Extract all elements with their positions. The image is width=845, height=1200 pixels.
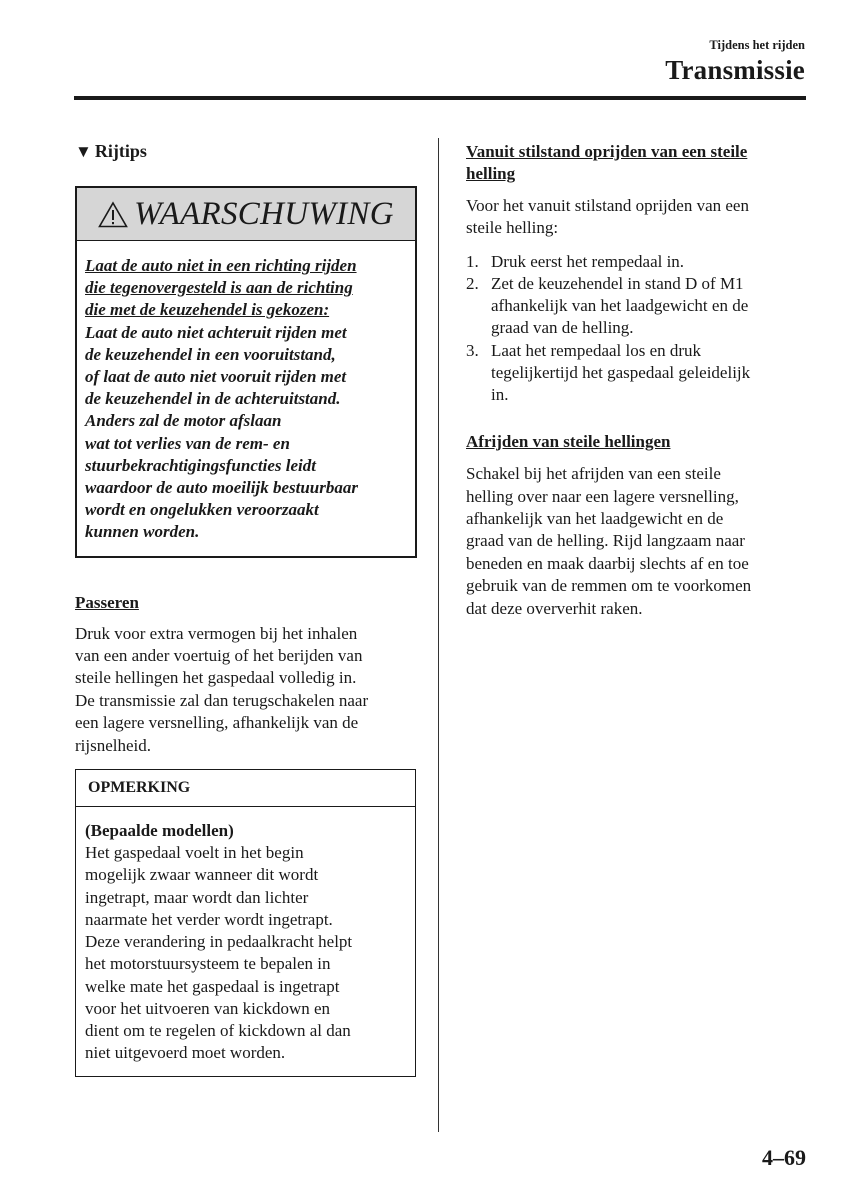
- warning-line: de keuzehendel in een vooruitstand,: [85, 344, 336, 364]
- step-number: 1.: [466, 251, 479, 271]
- text-line: dat deze oververhit raken.: [466, 598, 643, 618]
- warning-line: stuurbekrachtigingsfuncties leidt: [85, 455, 316, 475]
- right-column: [466, 141, 806, 620]
- warning-line: Anders zal de motor afslaan: [85, 411, 282, 431]
- note-title: OPMERKING: [76, 770, 415, 807]
- header-rule: [74, 96, 806, 100]
- passeren-paragraph: [75, 623, 417, 757]
- section-title: [75, 141, 417, 162]
- text-line: gebruik van de remmen om te voorkomen: [466, 576, 752, 596]
- warning-line: kunnen worden.: [85, 522, 200, 542]
- warning-line: wordt en ongelukken veroorzaakt: [85, 500, 319, 520]
- note-models-label: (Bepaalde modellen): [85, 821, 234, 841]
- step-text: afhankelijk van het laadgewicht en de: [491, 296, 749, 316]
- text-line: Druk voor extra vermogen bij het inhalen: [75, 623, 358, 643]
- warning-line: of laat de auto niet vooruit rijden met: [85, 367, 347, 387]
- text-line: mogelijk zwaar wanneer dit wordt: [85, 865, 319, 885]
- text-line: beneden en maak daarbij slechts af en toe: [466, 553, 749, 573]
- step-item: [466, 273, 806, 340]
- text-line: steile hellingen het gaspedaal volledig in.: [75, 668, 357, 688]
- step-item: [466, 340, 806, 407]
- text-line: Voor het vanuit stilstand oprijden van een: [466, 196, 749, 215]
- text-line: een lagere versnelling, afhankelijk van de: [75, 713, 359, 733]
- text-line: welke mate het gaspedaal is ingetrapt: [85, 976, 340, 996]
- downhill-paragraph: [466, 463, 806, 620]
- uphill-steps: [466, 251, 806, 406]
- warning-body: [77, 241, 415, 556]
- step-number: 2.: [466, 274, 479, 294]
- warning-line: wat tot verlies van de rem- en: [85, 433, 290, 453]
- triangle-down-icon: ▼: [75, 142, 92, 161]
- step-text: Zet de keuzehendel in stand D of M1: [491, 274, 744, 294]
- page-header-title: Transmissie: [665, 55, 805, 85]
- warning-title: WAARSCHUWING: [134, 195, 394, 232]
- warning-line: Laat de auto niet in een richting rijden: [85, 256, 357, 275]
- text-line: steile helling:: [466, 218, 559, 238]
- text-line: ingetrapt, maar wordt dan lichter: [85, 887, 309, 907]
- text-line: graad van de helling. Rijd langzaam naar: [466, 531, 745, 551]
- note-box: [75, 769, 416, 1077]
- text-line: De transmissie zal dan terugschakelen naar: [75, 690, 369, 710]
- step-text: Laat het rempedaal los en druk: [491, 340, 702, 360]
- warning-triangle-icon: [98, 201, 128, 228]
- warning-line: die met de keuzehendel is gekozen:: [85, 300, 330, 320]
- warning-header: [77, 188, 415, 241]
- text-line: Deze verandering in pedaalkracht helpt: [85, 932, 353, 952]
- text-line: voor het uitvoeren van kickdown en: [85, 998, 331, 1018]
- step-text: Druk eerst het rempedaal in.: [491, 251, 685, 271]
- note-body: [76, 807, 415, 1076]
- step-text: graad van de helling.: [491, 318, 634, 338]
- downhill-heading: Afrijden van steile hellingen: [466, 432, 671, 452]
- page-number: 4–69: [762, 1145, 806, 1170]
- text-line: afhankelijk van het laadgewicht en de: [466, 509, 724, 529]
- passeren-heading: Passeren: [75, 592, 139, 612]
- warning-line: de keuzehendel in de achteruitstand.: [85, 389, 341, 409]
- warning-line: Laat de auto niet achteruit rijden met: [85, 322, 347, 342]
- step-item: [466, 251, 806, 273]
- heading-line: Vanuit stilstand oprijden van een steile: [466, 142, 748, 161]
- step-number: 3.: [466, 340, 479, 360]
- warning-line: die tegenovergesteld is aan de richting: [85, 278, 353, 298]
- uphill-intro: [466, 195, 806, 240]
- text-line: dient om te regelen of kickdown al dan: [85, 1020, 351, 1040]
- left-column: [75, 141, 417, 1077]
- step-text: in.: [491, 385, 509, 405]
- uphill-heading: [466, 141, 806, 185]
- page-header-subtitle: Tijdens het rijden: [709, 38, 805, 52]
- step-text: tegelijkertijd het gaspedaal geleidelijk: [491, 362, 751, 382]
- warning-line: waardoor de auto moeilijk bestuurbaar: [85, 478, 358, 498]
- section-title-text: Rijtips: [94, 141, 147, 161]
- text-line: naarmate het verder wordt ingetrapt.: [85, 909, 333, 929]
- text-line: Het gaspedaal voelt in het begin: [85, 843, 304, 863]
- text-line: niet uitgevoerd moet worden.: [85, 1043, 286, 1063]
- text-line: van een ander voertuig of het berijden van: [75, 646, 363, 666]
- text-line: rijsnelheid.: [75, 735, 152, 755]
- text-line: helling over naar een lagere versnelling,: [466, 486, 739, 506]
- heading-line: helling: [466, 164, 516, 183]
- text-line: het motorstuursysteem te bepalen in: [85, 954, 331, 974]
- warning-box: [75, 186, 417, 558]
- text-line: Schakel bij het afrijden van een steile: [466, 464, 721, 484]
- column-divider: [438, 138, 439, 1132]
